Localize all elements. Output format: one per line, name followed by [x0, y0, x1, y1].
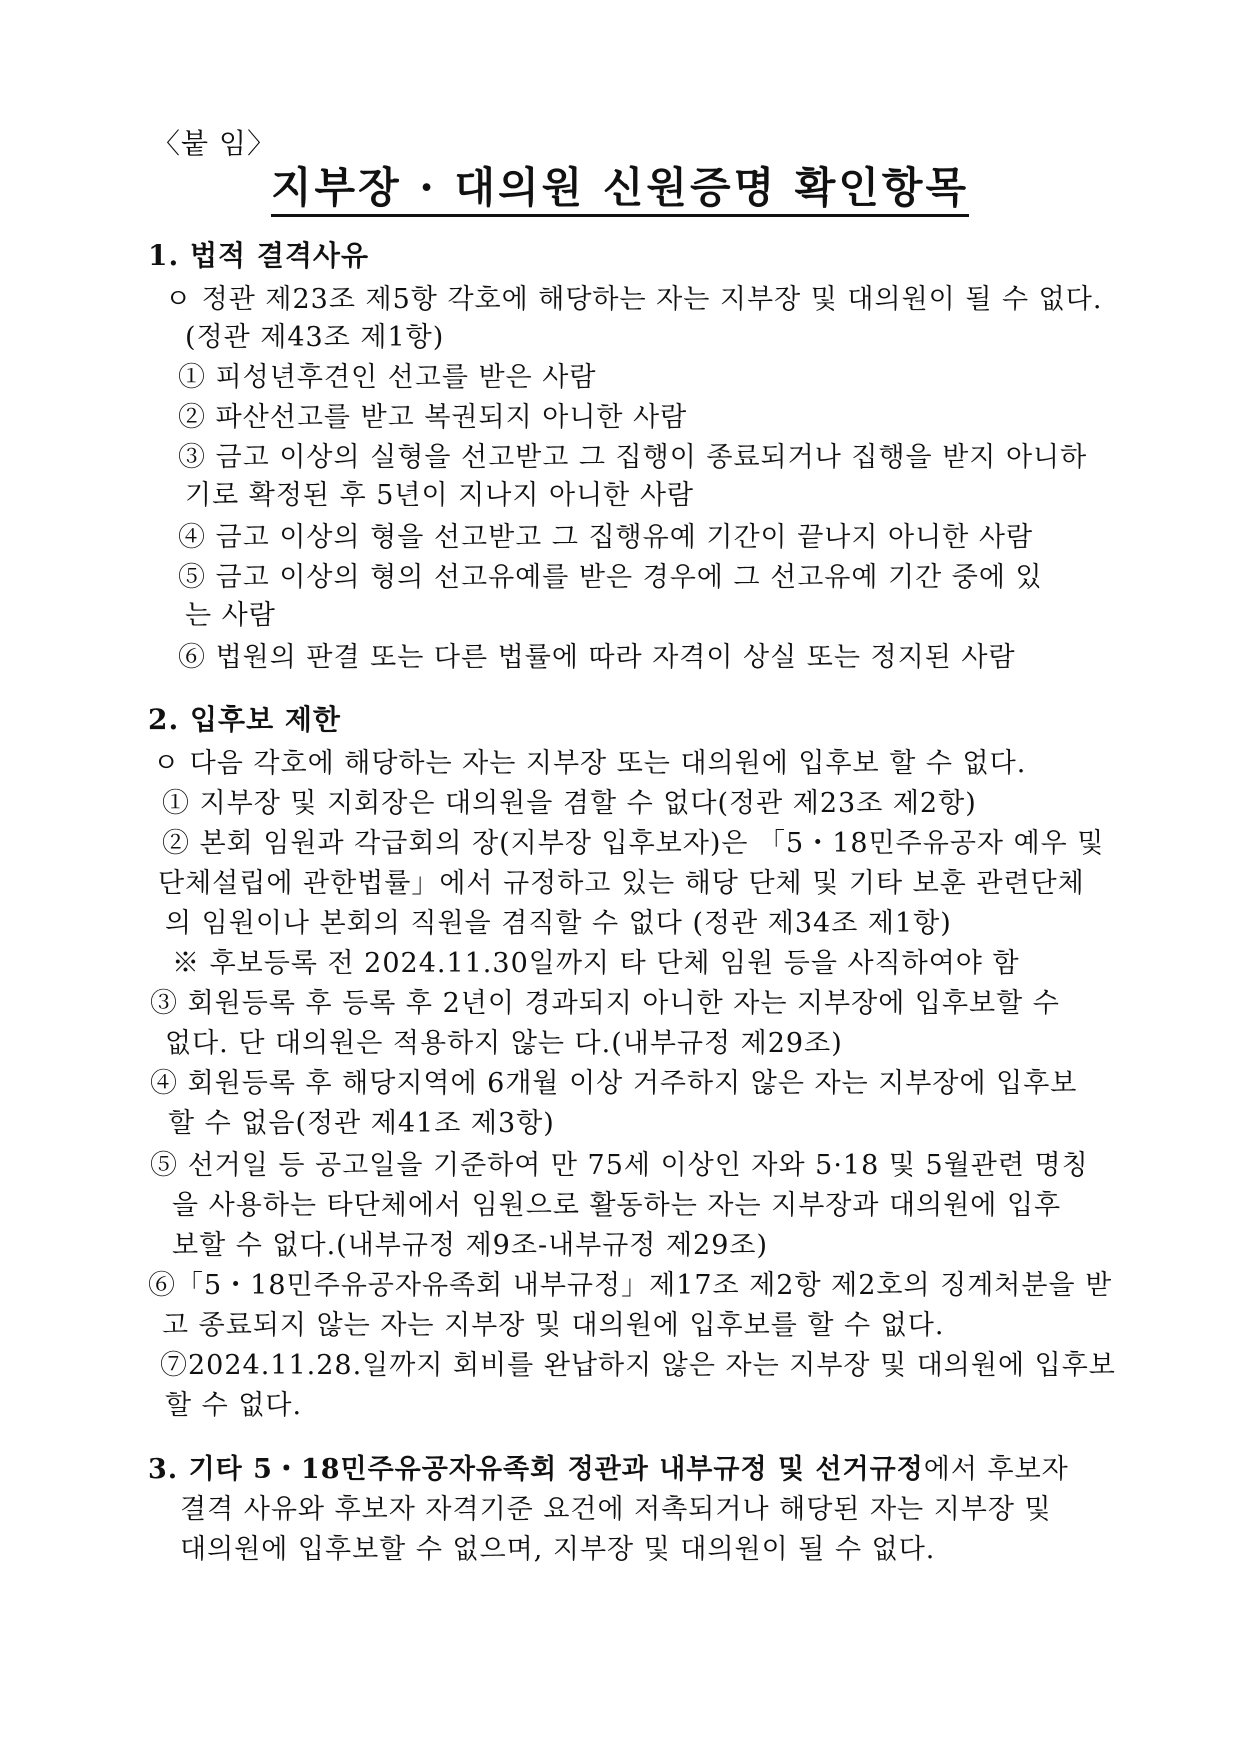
section2-item-5: ⑤ 선거일 등 공고일을 기준하여 만 75세 이상인 자와 5·18 및 5월관련 명칭 — [150, 1150, 1089, 1181]
section1-item-6: ⑥ 법원의 판결 또는 다른 법률에 따라 자격이 상실 또는 정지된 사람 — [178, 642, 1016, 673]
section2-item-2: ② 본회 임원과 각급회의 장(지부장 입후보자)은 「5・18민주유공자 예우 및 — [162, 828, 1105, 859]
section2-item-7-cont: 할 수 없다. — [165, 1390, 303, 1421]
section1-item-5-cont: 는 사람 — [185, 600, 276, 631]
section3-line-1 — [0, 1450, 1069, 1490]
section3-bold-text: 3. 기타 5・18민주유공자유족회 정관과 내부규정 및 선거규정 — [148, 1454, 924, 1485]
document-title — [0, 160, 1240, 216]
section2-item-3: ③ 회원등록 후 등록 후 2년이 경과되지 아니한 자는 지부장에 입후보할 수 — [150, 988, 1060, 1019]
section3-line-3: 대의원에 입후보할 수 없으며, 지부장 및 대의원이 될 수 없다. — [180, 1534, 936, 1565]
section2-item-4: ④ 회원등록 후 해당지역에 6개월 이상 거주하지 않은 자는 지부장에 입후보 — [150, 1068, 1078, 1099]
section3-line-2: 결격 사유와 후보자 자격기준 요건에 저촉되거나 해당된 자는 지부장 및 — [180, 1494, 1052, 1525]
section1-heading: 1. 법적 결격사유 — [148, 239, 370, 272]
section2-item-7: ⑦2024.11.28.일까지 회비를 완납하지 않은 자는 지부장 및 대의원에 입후보 — [160, 1350, 1116, 1381]
section2-intro: ㅇ 다음 각호에 해당하는 자는 지부장 또는 대의원에 입후보 할 수 없다. — [153, 748, 1027, 779]
section1-item-2: ② 파산선고를 받고 복권되지 아니한 사람 — [178, 402, 688, 433]
section1-intro: ㅇ 정관 제23조 제5항 각호에 해당하는 자는 지부장 및 대의원이 될 수 없다. — [165, 284, 1103, 315]
section1-item-3-cont: 기로 확정된 후 5년이 지나지 아니한 사람 — [185, 480, 694, 511]
section2-item-1: ① 지부장 및 지회장은 대의원을 겸할 수 없다(정관 제23조 제2항) — [162, 788, 977, 819]
section1-intro-ref: (정관 제43조 제1항) — [185, 322, 445, 353]
section2-item-6: ⑥「5・18민주유공자유족회 내부규정」제17조 제2항 제2호의 징계처분을 받 — [148, 1270, 1113, 1301]
section2-item-3-cont: 없다. 단 대의원은 적용하지 않는 다.(내부규정 제29조) — [165, 1028, 843, 1059]
section2-note: ※ 후보등록 전 2024.11.30일까지 타 단체 임원 등을 사직하여야 함 — [172, 948, 1020, 979]
section1-item-1: ① 피성년후견인 선고를 받은 사람 — [178, 362, 597, 393]
attachment-label: 〈붙 임〉 — [152, 127, 276, 160]
section2-item-4-cont: 할 수 없음(정관 제41조 제3항) — [168, 1108, 555, 1139]
section2-heading: 2. 입후보 제한 — [148, 703, 341, 736]
section1-item-4: ④ 금고 이상의 형을 선고받고 그 집행유예 기간이 끝나지 아니한 사람 — [178, 522, 1034, 553]
section2-item-2-cont-2: 의 임원이나 본회의 직원을 겸직할 수 없다 (정관 제34조 제1항) — [165, 908, 952, 939]
section1-item-5: ⑤ 금고 이상의 형의 선고유예를 받은 경우에 그 선고유예 기간 중에 있 — [178, 562, 1043, 593]
section2-item-6-cont: 고 종료되지 않는 자는 지부장 및 대의원에 입후보를 할 수 없다. — [162, 1310, 945, 1341]
section2-item-5-cont-2: 보할 수 없다.(내부규정 제9조-내부규정 제29조) — [172, 1230, 769, 1261]
section2-item-2-cont-1: 단체설립에 관한법률」에서 규정하고 있는 해당 단체 및 기타 보훈 관련단체 — [158, 868, 1085, 899]
section3-rest-text: 에서 후보자 — [923, 1454, 1069, 1485]
section1-item-3: ③ 금고 이상의 실형을 선고받고 그 집행이 종료되거나 집행을 받지 아니하 — [178, 442, 1088, 473]
section2-item-5-cont-1: 을 사용하는 타단체에서 임원으로 활동하는 자는 지부장과 대의원에 입후 — [172, 1190, 1062, 1221]
document-title-text: 지부장 · 대의원 신원증명 확인항목 — [271, 163, 969, 217]
